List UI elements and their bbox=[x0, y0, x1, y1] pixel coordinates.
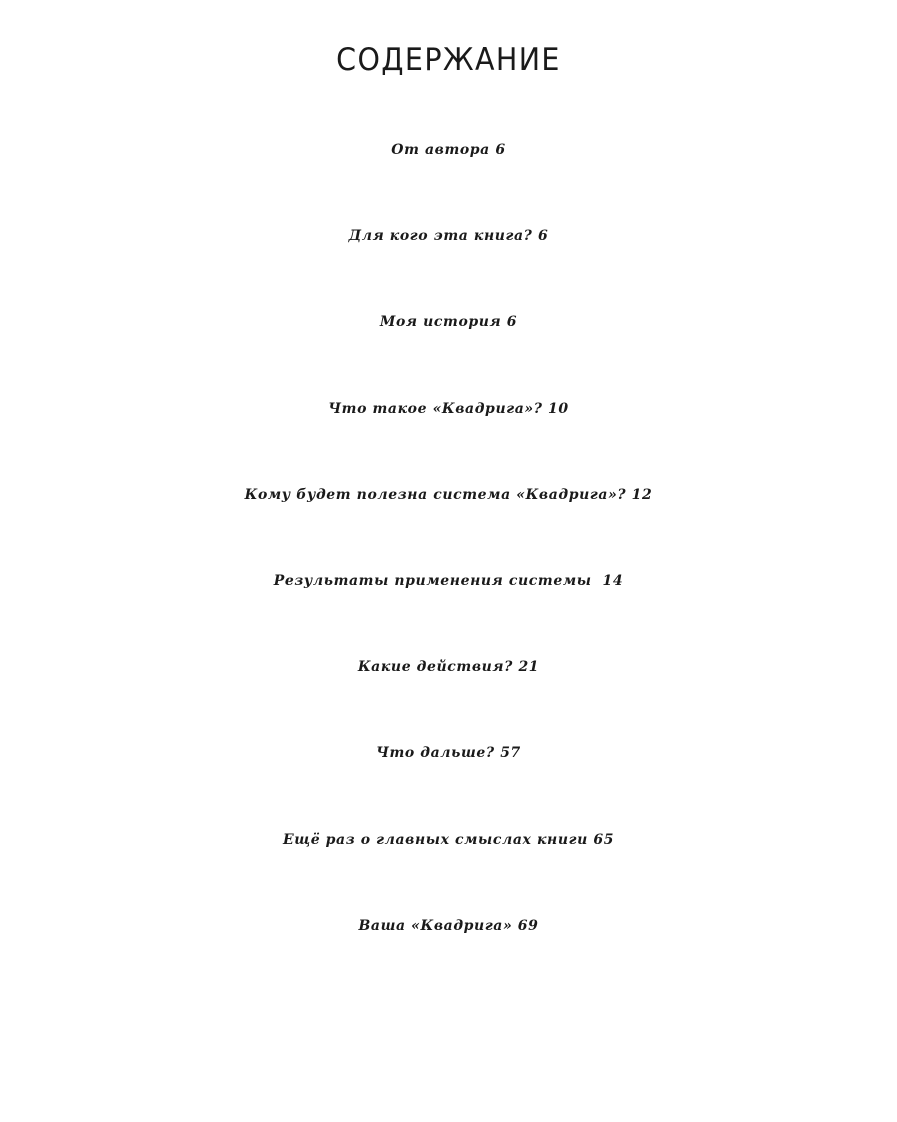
entry-title: Что такое «Квадрига»? bbox=[328, 400, 543, 417]
entry-page-number: 10 bbox=[548, 400, 569, 417]
entry-title: Какие действия? bbox=[357, 659, 513, 676]
entry-title: Для кого эта книга? bbox=[348, 228, 533, 245]
toc-entry bbox=[0, 731, 897, 817]
toc-entry bbox=[0, 128, 897, 214]
entry-title: Результаты применения системы bbox=[273, 572, 598, 589]
toc-entry bbox=[0, 645, 897, 731]
entry-title: От автора bbox=[391, 142, 490, 158]
entry-title: Кому будет полезна система «Квадрига»? bbox=[244, 486, 627, 503]
toc-entry bbox=[0, 559, 897, 645]
entry-page-number: 57 bbox=[500, 745, 521, 762]
entry-page-number: 69 bbox=[517, 917, 539, 934]
toc-entry bbox=[0, 818, 897, 904]
page-title: СОДЕРЖАНИЕ bbox=[336, 42, 561, 78]
entry-page-number: 6 bbox=[506, 314, 518, 331]
toc-entry bbox=[0, 473, 897, 559]
entry-title: Что дальше? bbox=[376, 745, 495, 762]
entry-title: Ваша «Квадрига» bbox=[358, 917, 513, 934]
toc-entry bbox=[0, 904, 897, 990]
entry-page-number: 21 bbox=[518, 659, 540, 676]
entry-page-number: 65 bbox=[593, 831, 615, 848]
toc-entry bbox=[0, 214, 897, 300]
toc-entry bbox=[0, 300, 897, 386]
entry-page-number: 12 bbox=[631, 486, 653, 503]
entry-page-number: 6 bbox=[537, 228, 549, 245]
entry-page-number: 6 bbox=[495, 142, 506, 158]
entry-title: Ещё раз о главных смыслах книги bbox=[282, 831, 588, 848]
entry-title: Моя история bbox=[379, 314, 502, 331]
entry-page-number: 14 bbox=[602, 572, 624, 589]
toc-entry bbox=[0, 387, 897, 473]
toc-list bbox=[0, 128, 897, 990]
